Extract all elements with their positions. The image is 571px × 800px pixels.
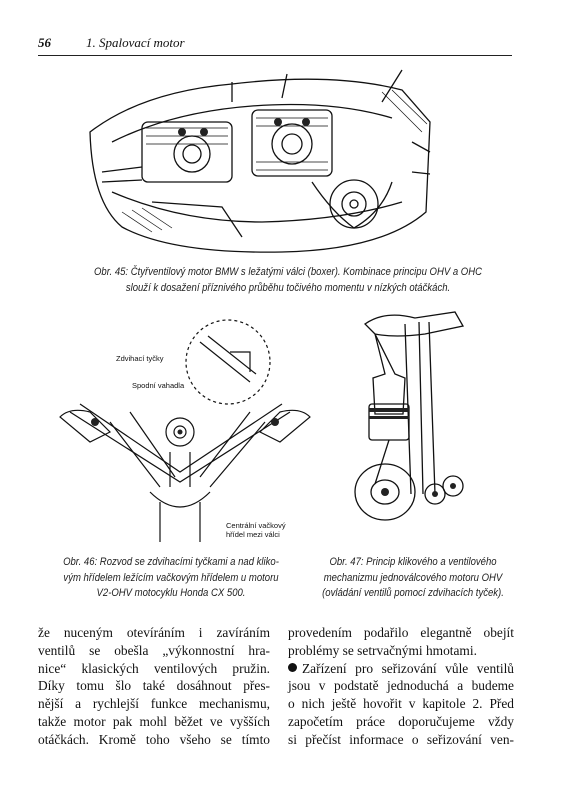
- text-line: otáčkách. Kromě toho všeho se tímto: [38, 731, 270, 747]
- caption-line: Obr. 45: Čtyřventilový motor BMW s ležatými válci (boxer). Kombinace principu OHV a OHC: [93, 266, 483, 278]
- text-line: Díky tomu šlo také dosáhnout přes-: [38, 678, 270, 694]
- label-tappets: Zdvihací tyčky: [116, 354, 164, 363]
- text-line: takže motor pak mohl běžet ve vyšších: [38, 713, 270, 729]
- text-line: započetím práce doporučujeme vždy: [288, 713, 514, 729]
- caption-line: mechanizmu jednoválcového motoru OHV: [323, 571, 503, 584]
- text-line: Zařízení pro seřizování vůle ventilů: [302, 660, 514, 676]
- figure-45-caption: [70, 265, 506, 296]
- figure-47-caption: [311, 555, 514, 602]
- caption-line: slouží k dosažení příznivého průběhu točivého momentu v nízkých otáčkách.: [125, 281, 451, 294]
- text-line: že nuceným otevíráním i zavíráním: [38, 625, 270, 640]
- body-right-column: [288, 624, 514, 749]
- text-line: nice“ klasických ventilových pružin.: [38, 660, 270, 676]
- text-line: provedením podařilo elegantně obejít: [288, 625, 514, 640]
- text-line: problémy se setrvačnými hmotami.: [288, 642, 477, 658]
- figure-47-ohv-single-cylinder-illustration: [345, 304, 475, 540]
- text-line: nější a rychlejší funkce mechanismu,: [38, 696, 270, 712]
- figure-46-caption: [53, 555, 289, 602]
- caption-line: vým hřídelem ležícím vačkovým hřídelem u motoru: [63, 571, 279, 584]
- label-camshaft-line-2: hřídel mezi válci: [226, 530, 280, 539]
- label-lower-rocker: Spodní vahadla: [132, 381, 185, 390]
- chapter-title: 1. Spalovací motor: [86, 35, 185, 50]
- text-line: o nich ještě hovořit v kapitole 2. Před: [288, 696, 514, 712]
- text-line: ventilů se obešla „výkonnostní hra-: [38, 642, 270, 658]
- caption-line: V2-OHV motocyklu Honda CX 500.: [96, 587, 246, 599]
- label-camshaft-line-1: Centrální vačkový: [226, 521, 286, 530]
- text-line: si přečíst informace o seřizování ven-: [288, 731, 514, 747]
- caption-line: Obr. 47: Princip klikového a ventilového: [329, 556, 497, 568]
- running-header: [38, 33, 512, 56]
- caption-line: (ovládání ventilů pomocí zdvihacích tyček).: [322, 587, 504, 599]
- figure-45-bmw-engine-illustration: [82, 62, 434, 258]
- bullet-line: [288, 660, 514, 678]
- body-left-column: [38, 624, 270, 749]
- figure-46-honda-v2-illustration: [50, 312, 320, 550]
- caption-line: Obr. 46: Rozvod se zdvihacími tyčkami a nad kliko-: [63, 556, 279, 568]
- page-number: 56: [38, 35, 51, 50]
- bullet-icon: [288, 663, 297, 672]
- text-line: jsou v podstatě jednoduchá a budeme: [288, 678, 514, 694]
